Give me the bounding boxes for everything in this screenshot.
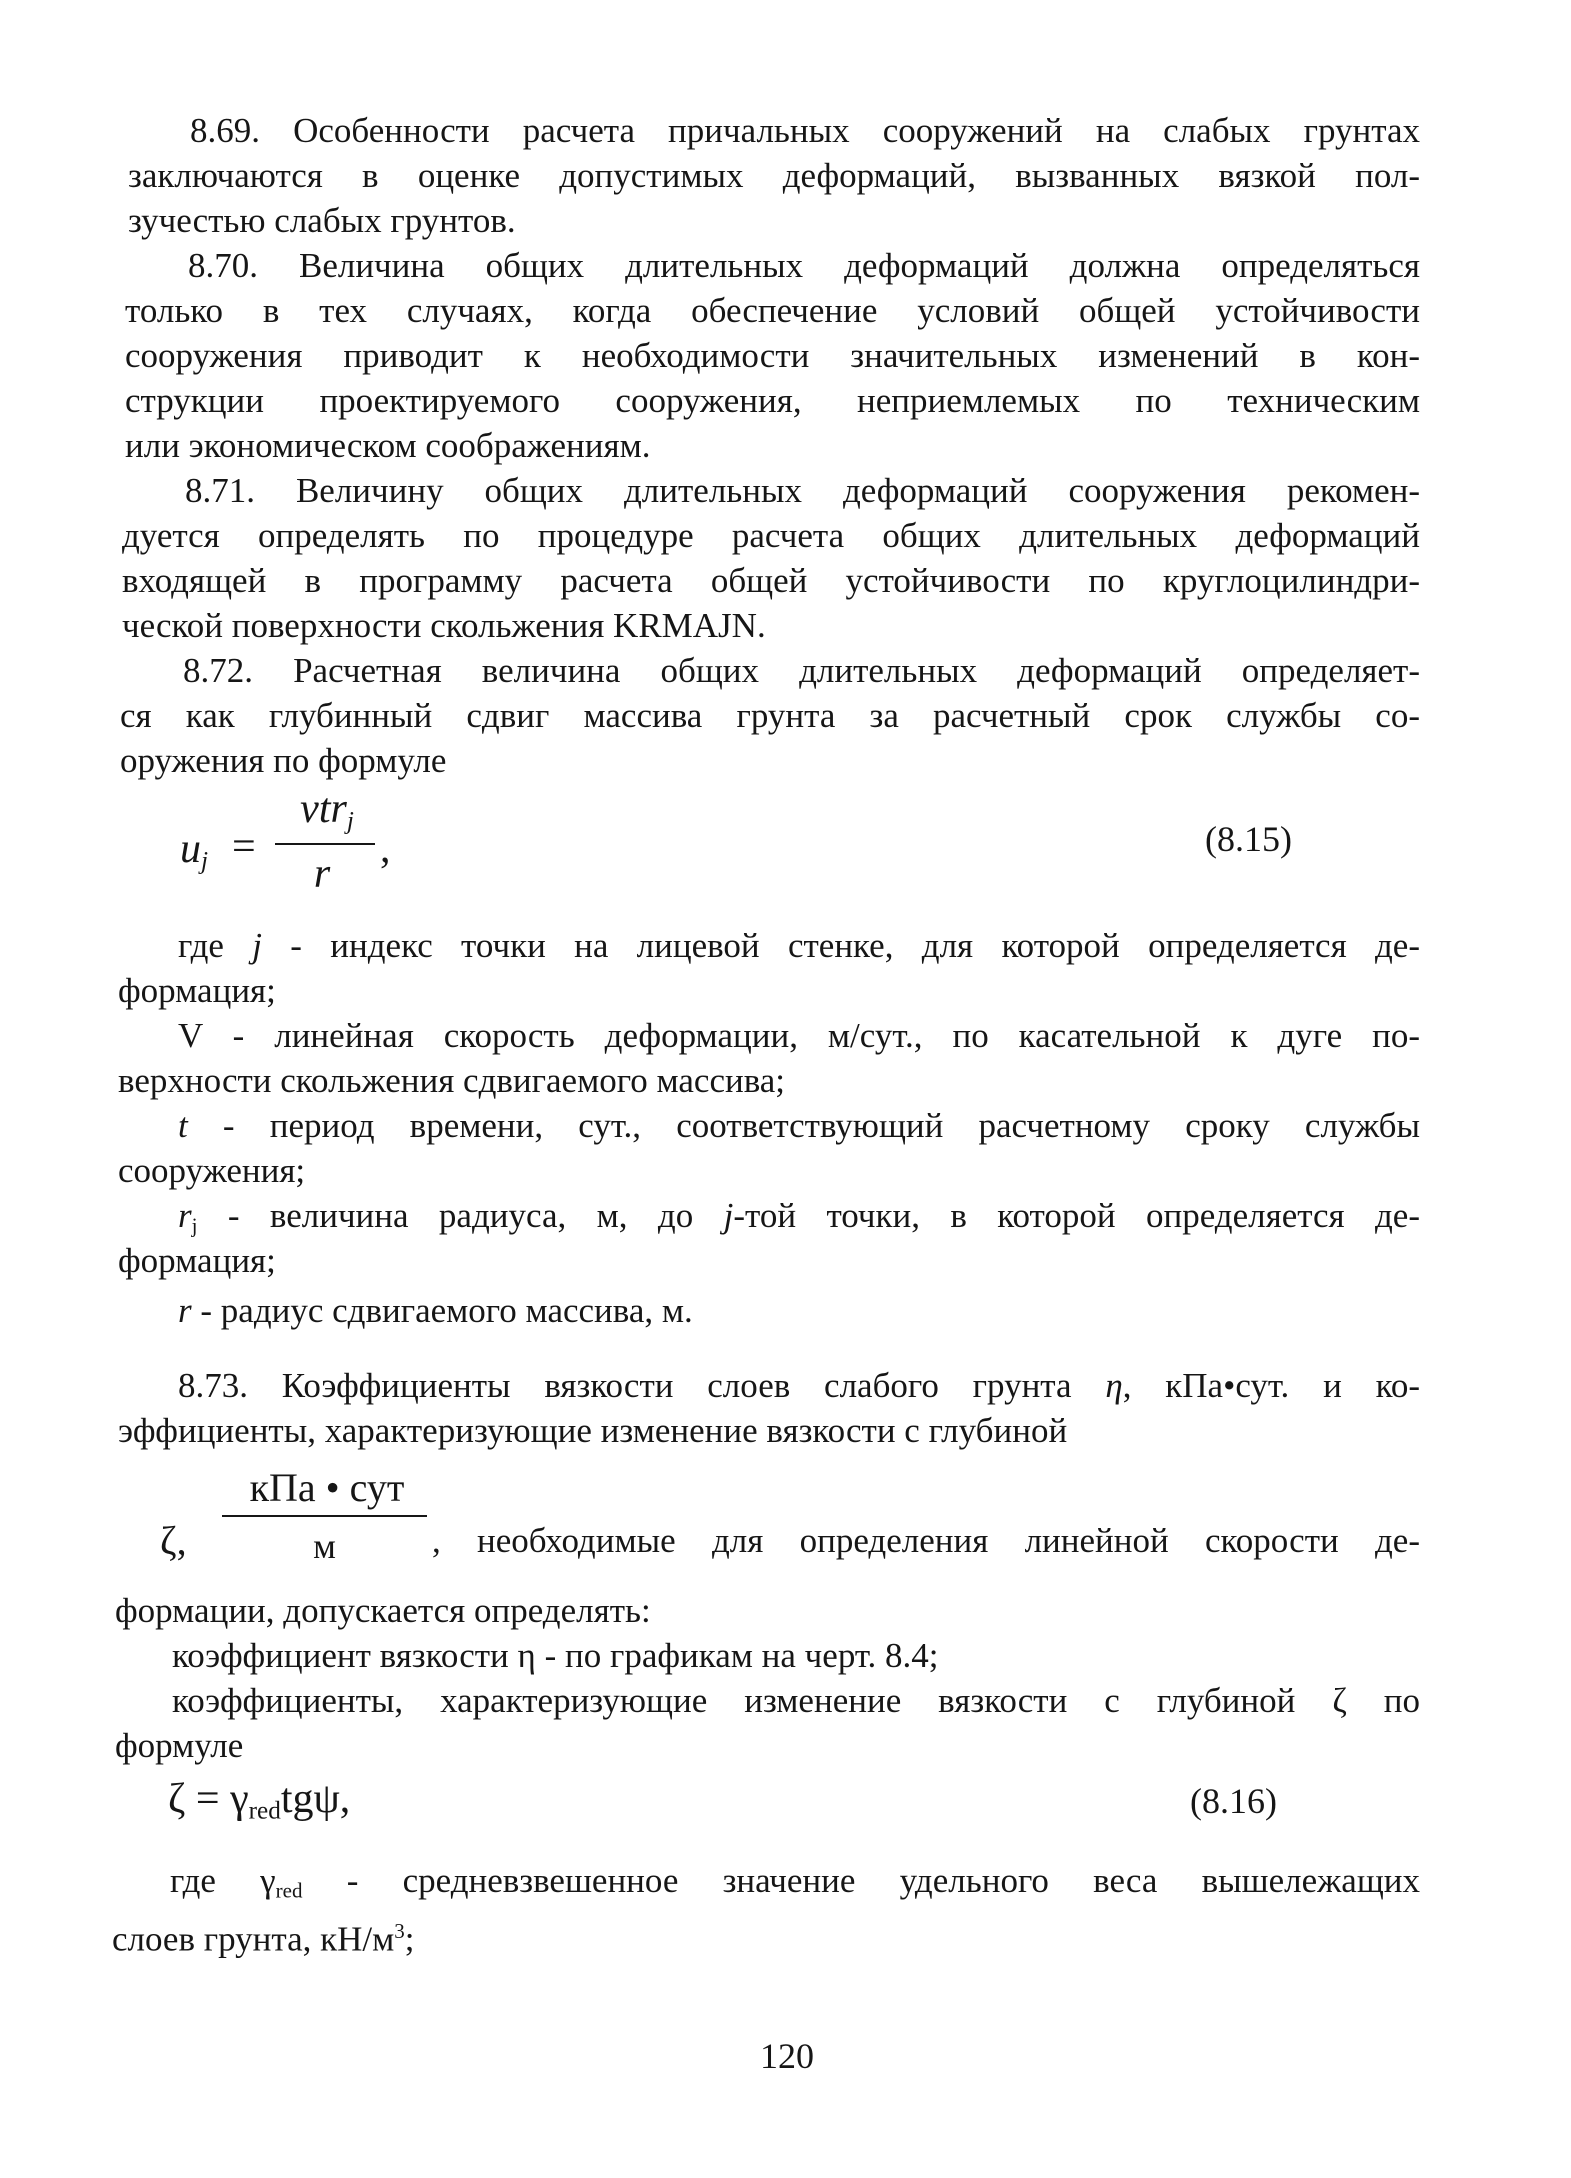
p871-line-2: дуется определять по процедуре расчета общих длительных деформаций (122, 516, 1420, 555)
p873-line-1: 8.73. Коэффициенты вязкости слоев слабого грунта η, кПа•сут. и ко- (178, 1366, 1421, 1405)
formula-8-15-fraction-bar (275, 843, 375, 845)
formula-8-15-comma: , (380, 826, 391, 872)
p872-line-1: 8.72. Расчетная величина общих длительных деформаций определяет- (183, 651, 1420, 690)
formula-8-15-denominator: r (313, 851, 331, 897)
formula-8-15-equals: = (232, 824, 256, 870)
formula-8-15-numerator: vtr$_j$ (300, 786, 354, 835)
p871-line-3: входящей в программу расчета общей устойчивости по круглоцилиндри- (122, 561, 1420, 600)
formula-8-15 (180, 786, 420, 915)
p873-line-4: формации, допускается определять: (115, 1591, 651, 1630)
p873-line-6: коэффициенты, характеризующие изменение вязкости с глубиной ζ по (172, 1681, 1420, 1720)
def-rj-line-1: $r_j$ - величина радиуса, м, до j-той точки, в которой определяется де- (178, 1196, 1420, 1238)
def-j-line-2: формация; (118, 971, 276, 1010)
equation-number-8-15: (8.15) (1205, 819, 1292, 859)
p870-line-4: струкции проектируемого сооружения, неприемлемых по техническим (125, 381, 1420, 420)
p873-unit-denominator: м (313, 1526, 336, 1566)
p869-line-3: зучестью слабых грунтов. (128, 201, 516, 240)
def-t-line-1: t - период времени, сут., соответствующий расчетному сроку службы (178, 1106, 1420, 1145)
p873-zeta-symbol: ζ, (160, 1518, 187, 1563)
p869-line-1: 8.69. Особенности расчета причальных сооружений на слабых грунтах (190, 111, 1420, 150)
p873-line-5: коэффициент вязкости η - по графикам на черт. 8.4; (172, 1636, 939, 1675)
p870-line-1: 8.70. Величина общих длительных деформаций должна определяться (188, 246, 1420, 285)
p873-unit-numerator: кПа • сут (249, 1465, 405, 1510)
p870-line-5: или экономическом соображениям. (125, 426, 651, 465)
formula-8-16: $\zeta = \gamma_{red}tg\psi$, (168, 1776, 351, 1825)
def-v-line-1: V - линейная скорость деформации, м/сут., по касательной к дуге по- (178, 1016, 1420, 1055)
page-number: 120 (760, 2036, 814, 2076)
equation-number-8-16: (8.16) (1190, 1781, 1277, 1821)
formula-8-15-lhs: $u_j$ (180, 826, 208, 875)
p873-line-7: формуле (115, 1726, 244, 1765)
p871-line-4: ческой поверхности скольжения KRMAJN. (122, 606, 766, 645)
p870-line-3: сооружения приводит к необходимости значительных изменений в кон- (125, 336, 1420, 375)
p871-line-1: 8.71. Величину общих длительных деформаций сооружения рекомен- (185, 471, 1420, 510)
def-r-line-1: r - радиус сдвигаемого массива, м. (178, 1291, 693, 1330)
def-rj-line-2: формация; (118, 1241, 276, 1280)
p872-line-3: оружения по формуле (120, 741, 447, 780)
p873-unit-fraction-bar (222, 1515, 427, 1517)
p873-line-3: , необходимые для определения линейной скорости де- (432, 1521, 1420, 1560)
p870-line-2: только в тех случаях, когда обеспечение условий общей устойчивости (125, 291, 1420, 330)
def-gamma-line-2: слоев грунта, $кН/м^3$; (112, 1919, 415, 1959)
def-v-line-2: верхности скольжения сдвигаемого массива; (118, 1061, 786, 1100)
def-gamma-line-1: где $\gamma_{red}$ - средневзвешенное значение удельного веса вышележащих (170, 1861, 1421, 1903)
p872-line-2: ся как глубинный сдвиг массива грунта за расчетный срок службы со- (120, 696, 1420, 735)
def-j-line-1: где j - индекс точки на лицевой стенке, для которой определяется де- (178, 926, 1420, 965)
p873-line-2: эффициенты, характеризующие изменение вязкости с глубиной (118, 1411, 1068, 1450)
def-t-line-2: сооружения; (118, 1151, 306, 1190)
p869-line-2: заключаются в оценке допустимых деформаций, вызванных вязкой пол- (128, 156, 1420, 195)
